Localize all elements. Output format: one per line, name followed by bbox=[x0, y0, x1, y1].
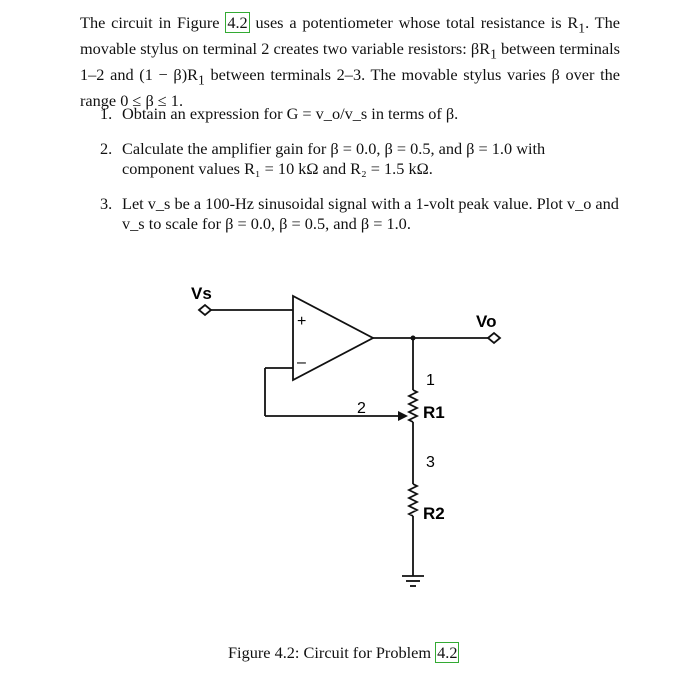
intro-text: The circuit in Figure bbox=[80, 13, 226, 32]
vs-terminal bbox=[199, 305, 211, 315]
r1-resistor bbox=[409, 390, 417, 422]
r1-label: R1 bbox=[423, 403, 445, 422]
question-item: 3. Let v_s be a 100-Hz sinusoidal signal with a 1-volt peak value. Plot v_o and v_s to scale for β = 0.0, β = 0.5, and β = 1.0. bbox=[100, 193, 619, 234]
terminal-1-label: 1 bbox=[426, 372, 435, 389]
figure-reference-link[interactable]: 4.2 bbox=[227, 13, 248, 32]
r2-label: R2 bbox=[423, 504, 445, 523]
r2-resistor bbox=[409, 484, 417, 516]
question-item: 1. Obtain an expression for G = v_o/v_s in terms of β. bbox=[100, 104, 459, 123]
terminal-3-label: 3 bbox=[426, 454, 435, 471]
problem-intro: The circuit in Figure 4.2 uses a potentiometer whose total resistance is $R_1$. The movable stylus on terminal 2 creates two variable resistors: $\beta R_1$ between terminals 1–2 and $(1 - \beta)R_1$ between terminals 2–3. The movable stylus varies β over the range 0 ≤ β ≤ 1. bbox=[80, 13, 621, 110]
caption-reference-link[interactable]: 4.2 bbox=[437, 643, 458, 662]
figure-caption: Figure 4.2: Circuit for Problem 4.2 bbox=[228, 643, 458, 662]
vo-label: Vo bbox=[476, 312, 497, 331]
vs-label: Vs bbox=[191, 284, 212, 303]
minus-sign: – bbox=[297, 354, 306, 371]
question-item: 2. Calculate the amplifier gain for β = 0.0, β = 0.5, and β = 1.0 with component values R₁ = 10 kΩ and R₂ = 1.5 kΩ. bbox=[100, 138, 546, 179]
stylus-arrow bbox=[398, 411, 408, 421]
ground-symbol bbox=[402, 576, 424, 586]
terminal-2-label: 2 bbox=[357, 400, 366, 417]
vo-terminal bbox=[488, 333, 500, 343]
plus-sign: + bbox=[297, 313, 307, 330]
